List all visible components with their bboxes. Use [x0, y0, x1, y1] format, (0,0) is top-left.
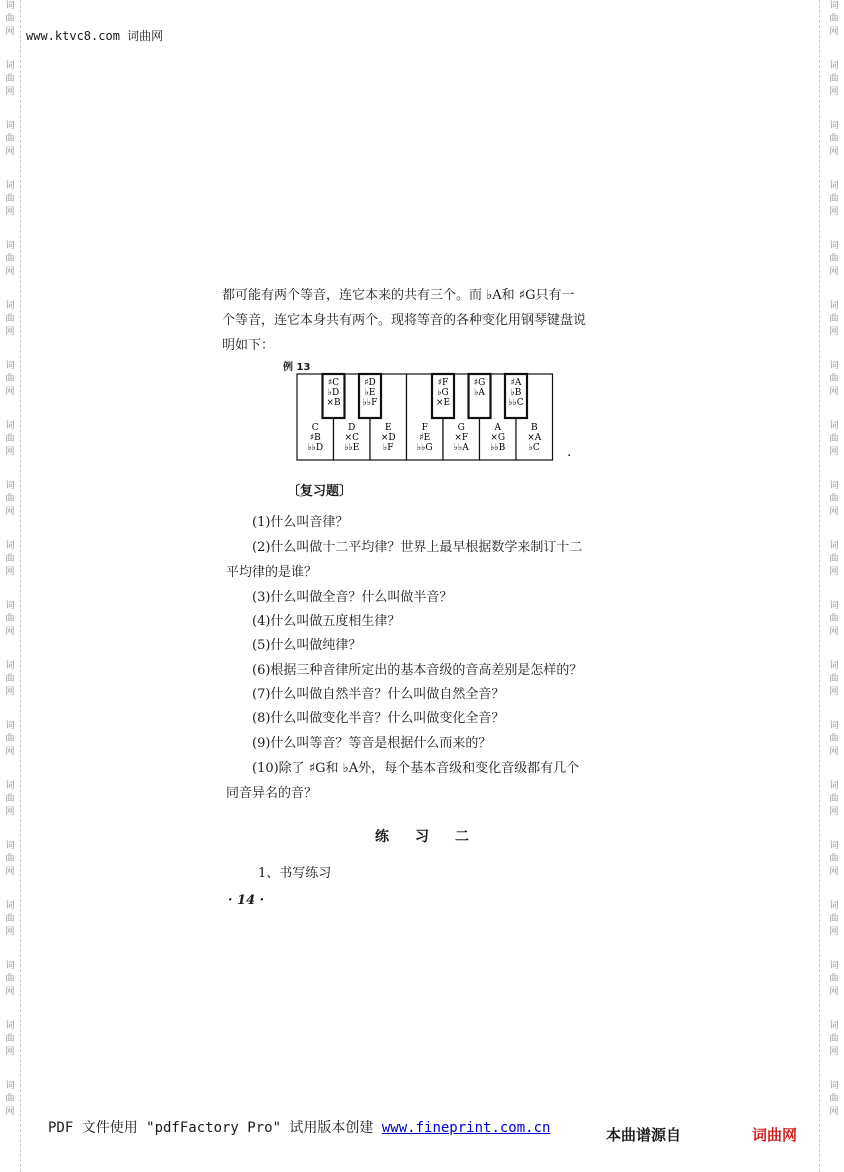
body-line-3: 明如下： [222, 338, 275, 353]
watermark-glyph-stack: 词 曲 网 [829, 961, 839, 997]
white-key-label: ♭C [528, 443, 540, 453]
site-header [26, 27, 163, 44]
black-key-label: ♭B [510, 388, 522, 398]
review-title: 〔复习题〕 [287, 484, 353, 499]
watermark-glyph-stack: 词 曲 网 [829, 481, 839, 517]
watermark-glyph-stack: 词 曲 网 [829, 421, 839, 457]
watermark-glyph-stack: 词 曲 网 [5, 1081, 15, 1117]
watermark-glyph-stack: 词 曲 网 [829, 601, 839, 637]
watermark-glyph-stack: 词 曲 网 [829, 1, 839, 37]
watermark-glyph-stack: 词 曲 网 [5, 241, 15, 277]
white-key-label: ×F [454, 433, 469, 443]
watermark-glyph-stack: 词 曲 网 [5, 1021, 15, 1057]
footer-source: 本曲谱源自 [606, 1126, 682, 1144]
pdf-footer-note [48, 1117, 550, 1137]
black-key-label: ×B [326, 398, 341, 408]
black-key-label: ♭E [364, 388, 376, 398]
watermark-glyph-stack: 词 曲 网 [829, 1081, 839, 1117]
watermark-glyph-stack: 词 曲 网 [5, 601, 15, 637]
watermark-glyph-stack: 词 曲 网 [829, 841, 839, 877]
white-key-label: ♭♭E [344, 443, 360, 453]
watermark-glyph-stack: 词 曲 网 [5, 301, 15, 337]
figure-trailing-dot: . [567, 444, 572, 460]
white-key-label: ×C [344, 433, 359, 443]
review-question-1: (1)什么叫音律？ [252, 515, 349, 530]
black-key-label: ♭♭C [508, 398, 524, 408]
review-question-6: (6)根据三种音律所定出的基本音级的音高差别是怎样的？ [252, 663, 583, 678]
white-key-label: ♭♭A [453, 443, 469, 453]
black-key-label: ♯D [364, 378, 376, 388]
watermark-glyph-stack: 词 曲 网 [5, 541, 15, 577]
watermark-glyph-stack: 词 曲 网 [5, 721, 15, 757]
white-key-label: D [348, 423, 356, 433]
black-key-label: ♭♭F [362, 398, 378, 408]
piano-keyboard-figure [283, 358, 583, 468]
black-key-label: ♯G [473, 378, 486, 388]
site-url[interactable]: www.ktvc8.com [26, 29, 120, 43]
white-key-label: ×D [380, 433, 396, 443]
watermark-glyph-stack: 词 曲 网 [829, 901, 839, 937]
black-key [432, 374, 454, 418]
watermark-glyph-stack: 词 曲 网 [829, 541, 839, 577]
white-key-label: F [421, 423, 428, 433]
body-line-2: 个等音，连它本身共有两个。现将等音的各种变化用钢琴键盘说 [222, 313, 587, 328]
review-question-9: (9)什么叫等音？等音是根据什么而来的？ [252, 736, 492, 751]
watermark-glyph-stack: 词 曲 网 [829, 781, 839, 817]
watermark-glyph-stack: 词 曲 网 [829, 661, 839, 697]
piano-keyboard [283, 358, 583, 468]
black-key-label: ×E [435, 398, 451, 408]
white-key-label: A [494, 423, 501, 433]
exercise-item-1: 1、书写练习 [258, 866, 332, 881]
watermark-glyph-stack: 词 曲 网 [5, 961, 15, 997]
watermark-glyph-stack: 词 曲 网 [5, 1, 15, 37]
black-key-label: ♭G [437, 388, 449, 398]
exercise-heading: 练习二 [375, 829, 495, 845]
black-key [505, 374, 527, 418]
pdf-footer-text: PDF 文件使用 "pdfFactory Pro" 试用版本创建 [48, 1120, 382, 1136]
site-name: 词曲网 [127, 29, 164, 43]
black-key-label: ♭A [474, 388, 485, 398]
white-key-label: ♭♭B [490, 443, 506, 453]
white-key-label: B [530, 423, 538, 433]
watermark-glyph-stack: 词 曲 网 [5, 421, 15, 457]
white-key-label: ×A [527, 433, 542, 443]
review-question-7: (7)什么叫做自然半音？什么叫做自然全音？ [252, 687, 505, 702]
white-key-label: ×G [490, 433, 506, 443]
white-key-label: ♯E [419, 433, 431, 443]
review-question-3: (3)什么叫做全音？什么叫做半音？ [252, 590, 453, 605]
body-line-1: 都可能有两个等音，连它本来的共有三个。而 ♭A和 ♯G只有一 [222, 288, 575, 303]
black-key-label: ♯C [327, 378, 340, 388]
black-key-label: ♯F [437, 378, 449, 388]
watermark-glyph-stack: 词 曲 网 [829, 1021, 839, 1057]
watermark-glyph-stack: 词 曲 网 [5, 361, 15, 397]
white-key-label: E [384, 423, 392, 433]
white-key-label: ♭♭G [416, 443, 433, 453]
review-question-5: (5)什么叫做纯律？ [252, 638, 362, 653]
black-key-label: ♭D [327, 388, 340, 398]
watermark-glyph-stack: 词 曲 网 [829, 361, 839, 397]
watermark-glyph-stack: 词 曲 网 [5, 901, 15, 937]
review-question-2: (2)什么叫做十二平均律？世界上最早根据数学来制订十二 [252, 540, 583, 555]
black-key [469, 374, 491, 418]
watermark-glyph-stack: 词 曲 网 [5, 481, 15, 517]
watermark-glyph-stack: 词 曲 网 [5, 121, 15, 157]
review-question-10: (10)除了 ♯G和 ♭A外，每个基本音级和变化音级都有几个 [252, 761, 580, 776]
watermark-glyph-stack: 词 曲 网 [5, 781, 15, 817]
review-question-10-cont: 同音异名的音？ [226, 786, 318, 801]
white-key-label: ♯B [309, 433, 321, 443]
watermark-glyph-stack: 词 曲 网 [829, 241, 839, 277]
review-question-2-cont: 平均律的是谁？ [226, 565, 318, 580]
black-key-label: ♯A [510, 378, 522, 388]
watermark-glyph-stack: 词 曲 网 [829, 301, 839, 337]
watermark-glyph-stack: 词 曲 网 [5, 841, 15, 877]
review-question-4: (4)什么叫做五度相生律？ [252, 614, 401, 629]
left-watermark-strip [0, 0, 21, 1172]
black-key [359, 374, 381, 418]
watermark-glyph-stack: 词 曲 网 [829, 121, 839, 157]
watermark-glyph-stack: 词 曲 网 [829, 61, 839, 97]
black-key [323, 374, 345, 418]
watermark-glyph-stack: 词 曲 网 [829, 181, 839, 217]
white-key-label: ♭F [383, 443, 394, 453]
right-watermark-strip [819, 0, 844, 1172]
watermark-glyph-stack: 词 曲 网 [829, 721, 839, 757]
review-question-8: (8)什么叫做变化半音？什么叫做变化全音？ [252, 711, 505, 726]
white-key-label: ♭♭D [307, 443, 324, 453]
watermark-glyph-stack: 词 曲 网 [5, 661, 15, 697]
fineprint-link[interactable]: www.fineprint.com.cn [381, 1120, 551, 1136]
footer-brand: 词曲网 [752, 1126, 798, 1144]
white-key-label: G [457, 423, 465, 433]
watermark-glyph-stack: 词 曲 网 [5, 181, 15, 217]
white-key-label: C [311, 423, 319, 433]
watermark-glyph-stack: 词 曲 网 [5, 61, 15, 97]
figure-caption: 例 13 [283, 362, 311, 373]
page-number: · 14 · [228, 893, 265, 908]
